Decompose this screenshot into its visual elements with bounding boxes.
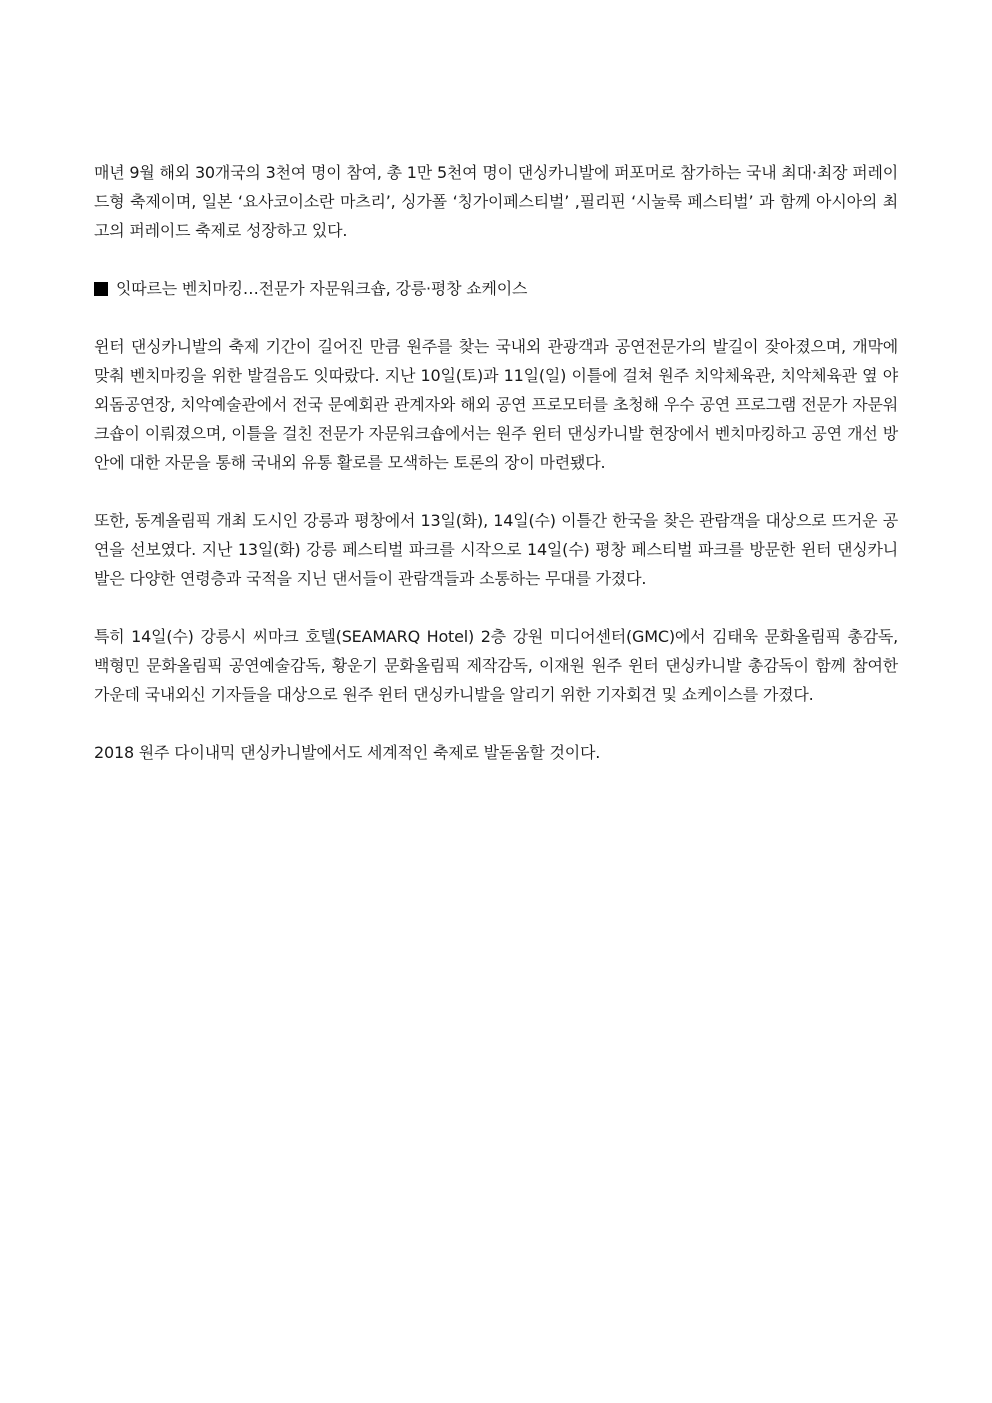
- paragraph-intro: 매년 9월 해외 30개국의 3천여 명이 참여, 총 1만 5천여 명이 댄싱카니발에 퍼포머로 참가하는 국내 최대·최장 퍼레이드형 축제이며, 일본 ‘요사코이소란 마츠리’, 싱가폴 ‘칭가이페스티벌’ ,필리핀 ‘시눌룩 페스티벌’ 과 함께 아시아의 최고의 퍼레이드 축제로 성장하고 있다.: [94, 163, 898, 240]
- section-heading-text: 잇따르는 벤치마킹…전문가 자문워크숍, 강릉·평창 쇼케이스: [116, 279, 528, 298]
- paragraph-closing: 2018 원주 다이내믹 댄싱카니발에서도 세계적인 축제로 발돋움할 것이다.: [94, 743, 601, 762]
- paragraph-press-conference: 특히 14일(수) 강릉시 씨마크 호텔(SEAMARQ Hotel) 2층 강원 미디어센터(GMC)에서 김태욱 문화올림픽 총감독, 백형민 문화올림픽 공연예술감독, 황운기 문화올림픽 제작감독, 이재원 원주 윈터 댄싱카니발 총감독이 함께 참여한 가운데 국내외신 기자들을 대상으로 원주 윈터 댄싱카니발을 알리기 위한 기자회견 및 쇼케이스를 가졌다.: [94, 627, 898, 704]
- black-square-icon: [94, 282, 108, 296]
- paragraph-workshop: 윈터 댄싱카니발의 축제 기간이 길어진 만큼 원주를 찾는 국내외 관광객과 공연전문가의 발길이 잦아졌으며, 개막에 맞춰 벤치마킹을 위한 발걸음도 잇따랐다. 지난 10일(토)과 11일(일) 이틀에 걸쳐 원주 치악체육관, 치악체육관 옆 야외돔공연장, 치악예술관에서 전국 문예회관 관계자와 해외 공연 프로모터를 초청해 우수 공연 프로그램 전문가 자문워크숍이 이뤄졌으며, 이틀을 걸친 전문가 자문워크숍에서는 원주 윈터 댄싱카니발 현장에서 벤치마킹하고 공연 개선 방안에 대한 자문을 통해 국내외 유통 활로를 모색하는 토론의 장이 마련됐다.: [94, 337, 898, 472]
- section-heading: [94, 274, 898, 303]
- paragraph-gangneung-pyeongchang: 또한, 동계올림픽 개최 도시인 강릉과 평창에서 13일(화), 14일(수) 이틀간 한국을 찾은 관람객을 대상으로 뜨거운 공연을 선보였다. 지난 13일(화) 강릉 페스티벌 파크를 시작으로 14일(수) 평창 페스티벌 파크를 방문한 윈터 댄싱카니발은 다양한 연령층과 국적을 지닌 댄서들이 관람객들과 소통하는 무대를 가졌다.: [94, 511, 898, 588]
- document-body: [94, 158, 898, 796]
